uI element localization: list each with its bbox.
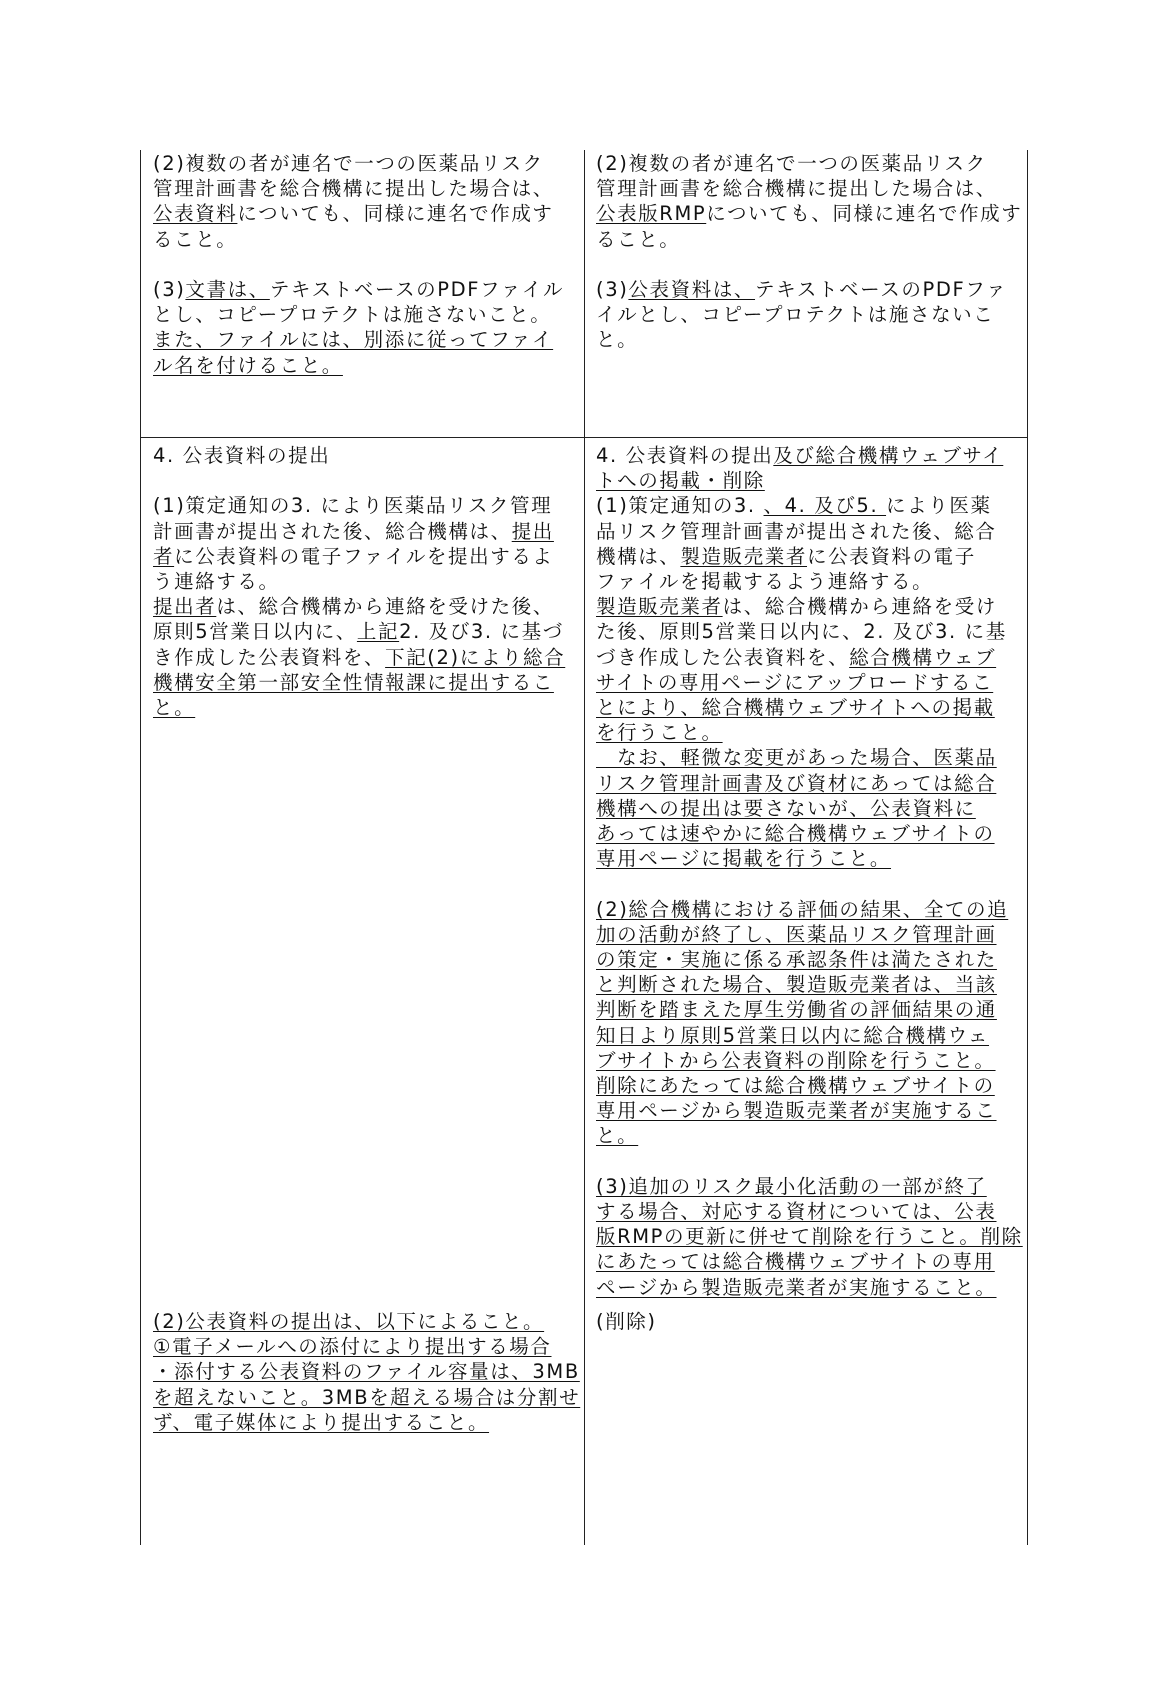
underlined-text: また、ファイルには、別添に従ってファイ (153, 328, 554, 352)
text-line (596, 719, 723, 746)
text-line (596, 543, 976, 570)
text-line (153, 669, 554, 696)
text-segment: 原則5営業日以内に、 (153, 620, 357, 644)
text-segment: ファイルを掲載するよう連絡する。 (596, 570, 934, 593)
text-line (596, 1047, 996, 1074)
text-line (596, 1122, 638, 1149)
underlined-text: 文書は、 (185, 278, 270, 301)
text-segment: う連絡する。 (153, 570, 280, 593)
text-line (153, 543, 554, 570)
text-line (596, 492, 992, 519)
text-line (596, 669, 993, 696)
underlined-text: ブサイトから公表資料の削除を行うこと。 (596, 1048, 996, 1072)
underlined-text: ル名を付けること。 (153, 353, 343, 377)
text-segment: に公表資料の電子ファイルを提出するよ (174, 544, 554, 568)
text-line (153, 352, 343, 379)
text-segment: に公表資料の電子 (807, 544, 976, 568)
text-line (153, 1409, 489, 1436)
text-line (153, 518, 554, 545)
text-segment: テキストベースのPDFファ (755, 278, 1008, 301)
text-line (153, 1308, 544, 1335)
text-line (596, 971, 997, 998)
underlined-text: 専用ページから製造販売業者が実施するこ (596, 1099, 997, 1123)
underlined-text: 版RMPの更新に併せて削除を行うこと。削除 (596, 1225, 1023, 1249)
underlined-text: トへの掲載・削除 (596, 469, 765, 493)
text-line (153, 301, 551, 328)
text-line (596, 744, 997, 771)
text-segment: (3) (596, 278, 629, 301)
text-segment: 計画書が提出された後、総合機構は、 (153, 519, 512, 543)
underlined-text: とにより、総合機構ウェブサイトへの掲載 (596, 696, 995, 719)
text-segment: (削除) (596, 1310, 657, 1333)
text-segment: (2)複数の者が連名で一つの医薬品リスク (596, 152, 987, 175)
underlined-text: 公表資料は、 (628, 278, 756, 301)
text-segment: とし、コピープロテクトは施さないこと。 (153, 303, 552, 327)
underlined-text: にあたっては総合機構ウェブサイトの専用 (596, 1250, 995, 1274)
text-segment: た後、原則5営業日以内に、2. 及び3. に基 (596, 620, 1007, 644)
row2-right-lower-cell (596, 1308, 1021, 1348)
text-segment: (2)複数の者が連名で一つの医薬品リスク (153, 152, 544, 175)
underlined-text: する場合、対応する資材については、公表 (596, 1200, 997, 1223)
text-segment: 管理計画書を総合機構に提出した場合は、 (153, 177, 554, 201)
table-border-middle (584, 150, 585, 1545)
text-segment: についても、同様に連名で作成す (706, 202, 1023, 226)
text-line (596, 1248, 995, 1275)
text-segment: ること。 (596, 227, 681, 251)
text-line (153, 226, 237, 253)
row2-right-cell (596, 442, 1021, 1372)
text-line (596, 276, 1007, 303)
text-line (153, 568, 280, 595)
text-line (596, 644, 996, 671)
comparison-table (140, 150, 1028, 1545)
text-line (596, 301, 994, 328)
table-border-left (140, 150, 141, 1545)
text-line (153, 644, 565, 671)
underlined-text: 及び総合機構ウェブサイ (773, 444, 1004, 467)
text-line (153, 150, 544, 177)
text-line (596, 795, 976, 822)
underlined-text: 判断を踏まえた厚生労働省の評価結果の通 (596, 998, 997, 1022)
text-line (596, 1173, 987, 1200)
text-line (596, 770, 996, 797)
text-line (596, 896, 1008, 923)
text-line (596, 593, 997, 620)
underlined-text: 公表資料 (153, 202, 238, 226)
underlined-text: 製造販売業者 (596, 595, 723, 619)
text-line (596, 150, 987, 177)
text-segment: (3) (153, 278, 186, 301)
underlined-text: (2)総合機構における評価の結果、全ての追 (596, 897, 1009, 921)
underlined-text: なお、軽微な変更があった場合、医薬品 (596, 746, 997, 770)
row2-left-cell (153, 442, 578, 842)
text-line (153, 593, 554, 620)
underlined-text: ・添付する公表資料のファイル容量は、3MB (153, 1360, 580, 1384)
underlined-text: ①電子メールへの添付により提出する場合 (153, 1335, 552, 1359)
text-line (596, 921, 997, 948)
row1-right-cell (596, 150, 1021, 430)
text-line (596, 820, 995, 847)
underlined-text: (3)追加のリスク最小化活動の一部が終了 (596, 1174, 987, 1198)
underlined-text: と。 (596, 1124, 639, 1148)
underlined-text: 加の活動が終了し、医薬品リスク管理計画 (596, 922, 997, 946)
text-line (596, 1072, 995, 1099)
text-line (596, 845, 891, 872)
table-border-right (1027, 150, 1028, 1545)
text-line (596, 226, 680, 253)
text-segment: づき作成した公表資料を、 (596, 645, 850, 669)
text-segment: 管理計画書を総合機構に提出した場合は、 (596, 177, 997, 201)
underlined-text: 総合機構ウェブ (849, 645, 997, 669)
underlined-text: の策定・実施に係る承認条件は満たされた (596, 948, 997, 971)
underlined-text: リスク管理計画書及び資材にあっては総合 (596, 771, 997, 795)
text-line (153, 1333, 552, 1360)
text-segment: 機構は、 (596, 544, 681, 568)
text-segment: と。 (596, 328, 639, 352)
text-segment: テキストベースのPDFファイル (269, 278, 565, 301)
row2-left-lower-cell (153, 1308, 581, 1448)
underlined-text: と判断された場合、製造販売業者は、当該 (596, 973, 997, 997)
text-line (596, 1022, 989, 1049)
text-line (153, 175, 554, 202)
text-line (596, 467, 765, 494)
text-line (596, 996, 997, 1023)
text-line (153, 492, 552, 519)
underlined-text: 機構への提出は要さないが、公表資料に (596, 796, 976, 820)
text-line (153, 694, 195, 721)
underlined-text: を行うこと。 (596, 721, 723, 745)
text-segment: イルとし、コピープロテクトは施さないこ (596, 303, 995, 327)
text-segment: は、総合機構から連絡を受けた後、 (216, 595, 554, 619)
text-segment: (1)策定通知の3. により医薬品リスク管理 (153, 494, 553, 518)
underlined-text: 上記 (356, 620, 400, 644)
text-line (596, 946, 997, 973)
text-line (153, 1358, 580, 1385)
text-line (153, 200, 554, 227)
underlined-text: 知日より原則5営業日以内に総合機構ウェ (596, 1023, 990, 1047)
underlined-text: (2)公表資料の提出は、以下によること。 (153, 1310, 545, 1333)
text-line (153, 276, 564, 303)
text-segment: についても、同様に連名で作成す (237, 202, 554, 226)
text-segment: き作成した公表資料を、 (153, 645, 386, 669)
text-segment: 2. 及び3. に基づ (399, 620, 564, 644)
text-line (596, 1097, 997, 1124)
text-line (596, 568, 933, 595)
text-segment: (1)策定通知の3. (596, 494, 764, 518)
underlined-text: ページから製造販売業者が実施すること。 (596, 1275, 997, 1299)
text-line (596, 1274, 997, 1301)
underlined-text: 製造販売業者 (680, 544, 808, 568)
underlined-text: 専用ページに掲載を行うこと。 (596, 847, 892, 871)
text-segment: は、総合機構から連絡を受け (722, 595, 997, 619)
underlined-text: 、4. 及び5. (763, 494, 887, 518)
text-line (596, 518, 997, 545)
text-line (596, 618, 1007, 645)
row1-left-cell (153, 150, 578, 430)
underlined-text: 削除にあたっては総合機構ウェブサイトの (596, 1074, 995, 1097)
text-line (596, 694, 995, 721)
underlined-text: あっては速やかに総合機構ウェブサイトの (596, 822, 995, 845)
text-segment: ること。 (153, 227, 238, 251)
underlined-text: ず、電子媒体により提出すること。 (153, 1410, 490, 1434)
underlined-text: と。 (153, 696, 196, 719)
text-line (596, 200, 1022, 227)
text-line (153, 1384, 580, 1411)
underlined-text: 提出 (511, 519, 554, 543)
underlined-text: 機構安全第一部安全性情報課に提出するこ (153, 670, 554, 694)
text-line (153, 442, 330, 469)
underlined-text: 公表版RMP (596, 202, 707, 226)
row-divider (140, 437, 1028, 438)
text-line (153, 618, 564, 645)
underlined-text: を超えないこと。3MBを超える場合は分割せ (153, 1385, 581, 1409)
underlined-text: 提出者 (153, 595, 217, 619)
text-line (596, 442, 1003, 469)
underlined-text: 者 (153, 544, 175, 568)
text-line (596, 175, 997, 202)
text-segment: 4. 公表資料の提出 (153, 444, 331, 467)
text-line (596, 1223, 1023, 1250)
underlined-text: 下記(2)により総合 (385, 645, 566, 669)
text-segment: 品リスク管理計画書が提出された後、総合 (596, 519, 997, 543)
text-segment: 4. 公表資料の提出 (596, 444, 774, 467)
text-line (596, 326, 638, 353)
text-line (596, 1198, 997, 1225)
underlined-text: サイトの専用ページにアップロードするこ (596, 670, 994, 694)
text-segment: により医薬 (886, 494, 992, 518)
text-line (153, 326, 553, 353)
text-line (596, 1308, 657, 1335)
